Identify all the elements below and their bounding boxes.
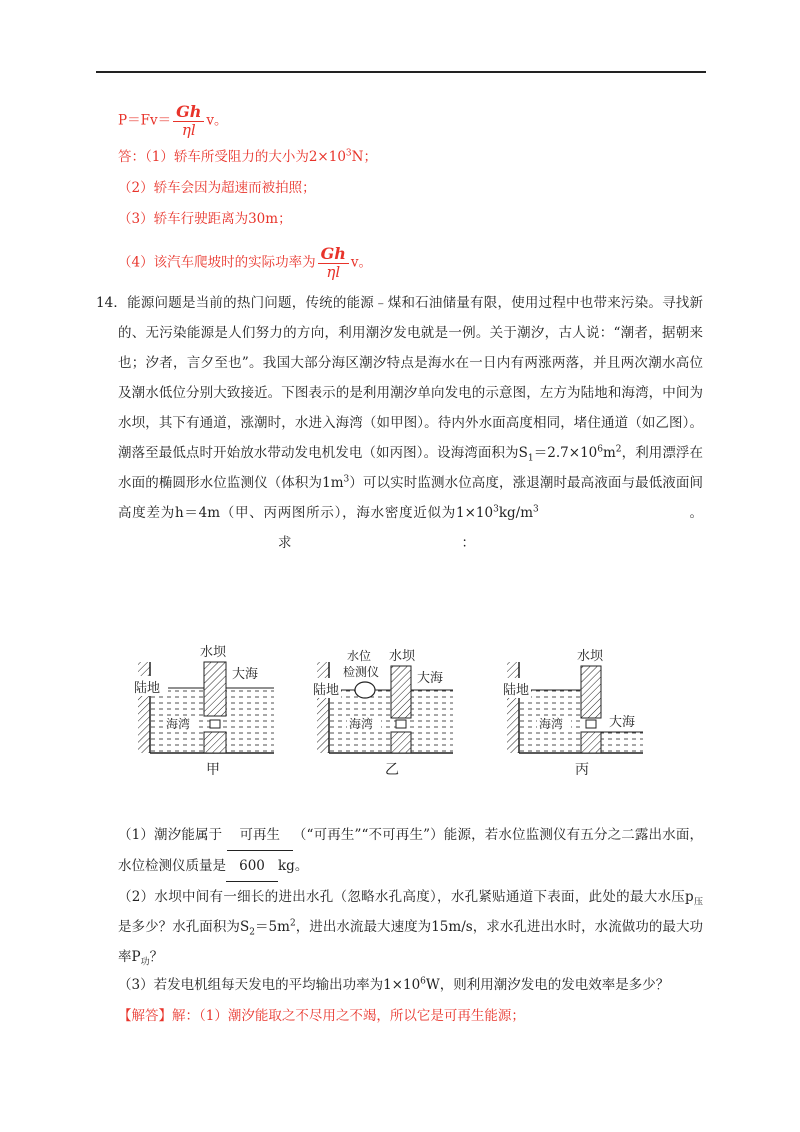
answer-blank-1: 可再生 [227,820,293,851]
svg-text:海湾: 海湾 [166,717,191,731]
figure-bing [503,640,653,775]
solution-tag: 【解答】 [118,1008,172,1024]
subquestion-3: （3）若发电机组每天发电的平均输出功率为$1\times 10^6W$，则利用潮汐发电的发电效率是多少？ [118,976,670,993]
svg-text:陆地: 陆地 [313,683,340,698]
subquestion-2: （2）水坝中间有一细长的进出水孔（忽略水孔高度），水孔紧贴通道下表面，此处的最大水压$p_压$是多少？水孔面积为$S_2=5m^2$，进出水流最大速度为15m/s，求水孔进出水时，水流做功的最大功率$P_功$？ [118,889,704,968]
answer13-line3: （3）轿车行驶距离为30m； [118,211,292,227]
header-rule [96,71,706,73]
svg-text:大海: 大海 [232,667,259,682]
svg-text:检测仪: 检测仪 [343,665,380,679]
figure-jia [134,640,284,775]
svg-text:海湾: 海湾 [539,717,564,731]
svg-text:乙: 乙 [385,762,399,775]
svg-text:水坝: 水坝 [200,645,227,660]
svg-text:丙: 丙 [575,762,589,775]
svg-text:陆地: 陆地 [503,683,530,698]
svg-text:大海: 大海 [417,671,444,686]
solution-line: 【解答】解：（1）潮汐能取之不尽用之不竭，所以它是可再生能源； [118,1008,525,1024]
svg-text:甲: 甲 [206,762,220,775]
subquestion-1: （1）潮汐能属于 可再生 （“可再生”“不可再生”）能源，若水位监测仪有五分之二露出水面，水位检测仪质量是 600 kg。 [118,820,703,882]
water-level-meter [355,682,375,698]
svg-text:水坝: 水坝 [577,649,604,664]
answer13-formula: P＝Fv＝ $\frac{Gh}{\eta l}$ v。 [118,102,228,139]
answer13-line1: 答：（1）轿车所受阻力的大小为$2\times 10^3N$； [118,148,377,165]
figure-yi [313,640,463,775]
answer-blank-2: 600 [226,851,278,882]
svg-text:水坝: 水坝 [389,649,416,664]
svg-text:水位: 水位 [347,649,372,663]
svg-text:大海: 大海 [609,715,636,730]
answer13-line2: （2）轿车会因为超速而被拍照； [118,180,316,196]
question14-text: 14．能源问题是当前的热门问题，传统的能源﹣煤和石油储量有限，使用过程中也带来污染。寻找新的、无污染能源是人们努力的方向，利用潮汐发电就是一例。关于潮汐，古人说：“潮者，据朝来也；汐者，言夕至也”。我国大部分海区潮汐特点是海水在一日内有两涨两落，并且两次潮水高位及潮水低位分别大致接近。下图表示的是利用潮汐单向发电的示意图，左方为陆地和海湾，中间为水坝，其下有通道，涨潮时，水进入海湾（如甲图）。待内外水面高度相同，堵住通道（如乙图）。潮落至最低点时开始放水带动发电机发电（如丙图）。设海湾面积为$S_1=2.7\times 10^6m^2$，利用漂浮在水面的椭圆形水位监测仪（体积为$1m^3$）可以实时监测水位高度，涨退潮时最高液面与最低液面间高度差为h＝4m（甲、丙两图所示），海水密度近似为$1\times 10^3kg/m^3$ 。求 ： [96,295,704,551]
svg-text:陆地: 陆地 [134,681,161,696]
answer13-line4: （4）该汽车爬坡时的实际功率为 $\frac{Gh}{\eta l}$ v。 [118,244,373,281]
svg-text:海湾: 海湾 [349,717,374,731]
